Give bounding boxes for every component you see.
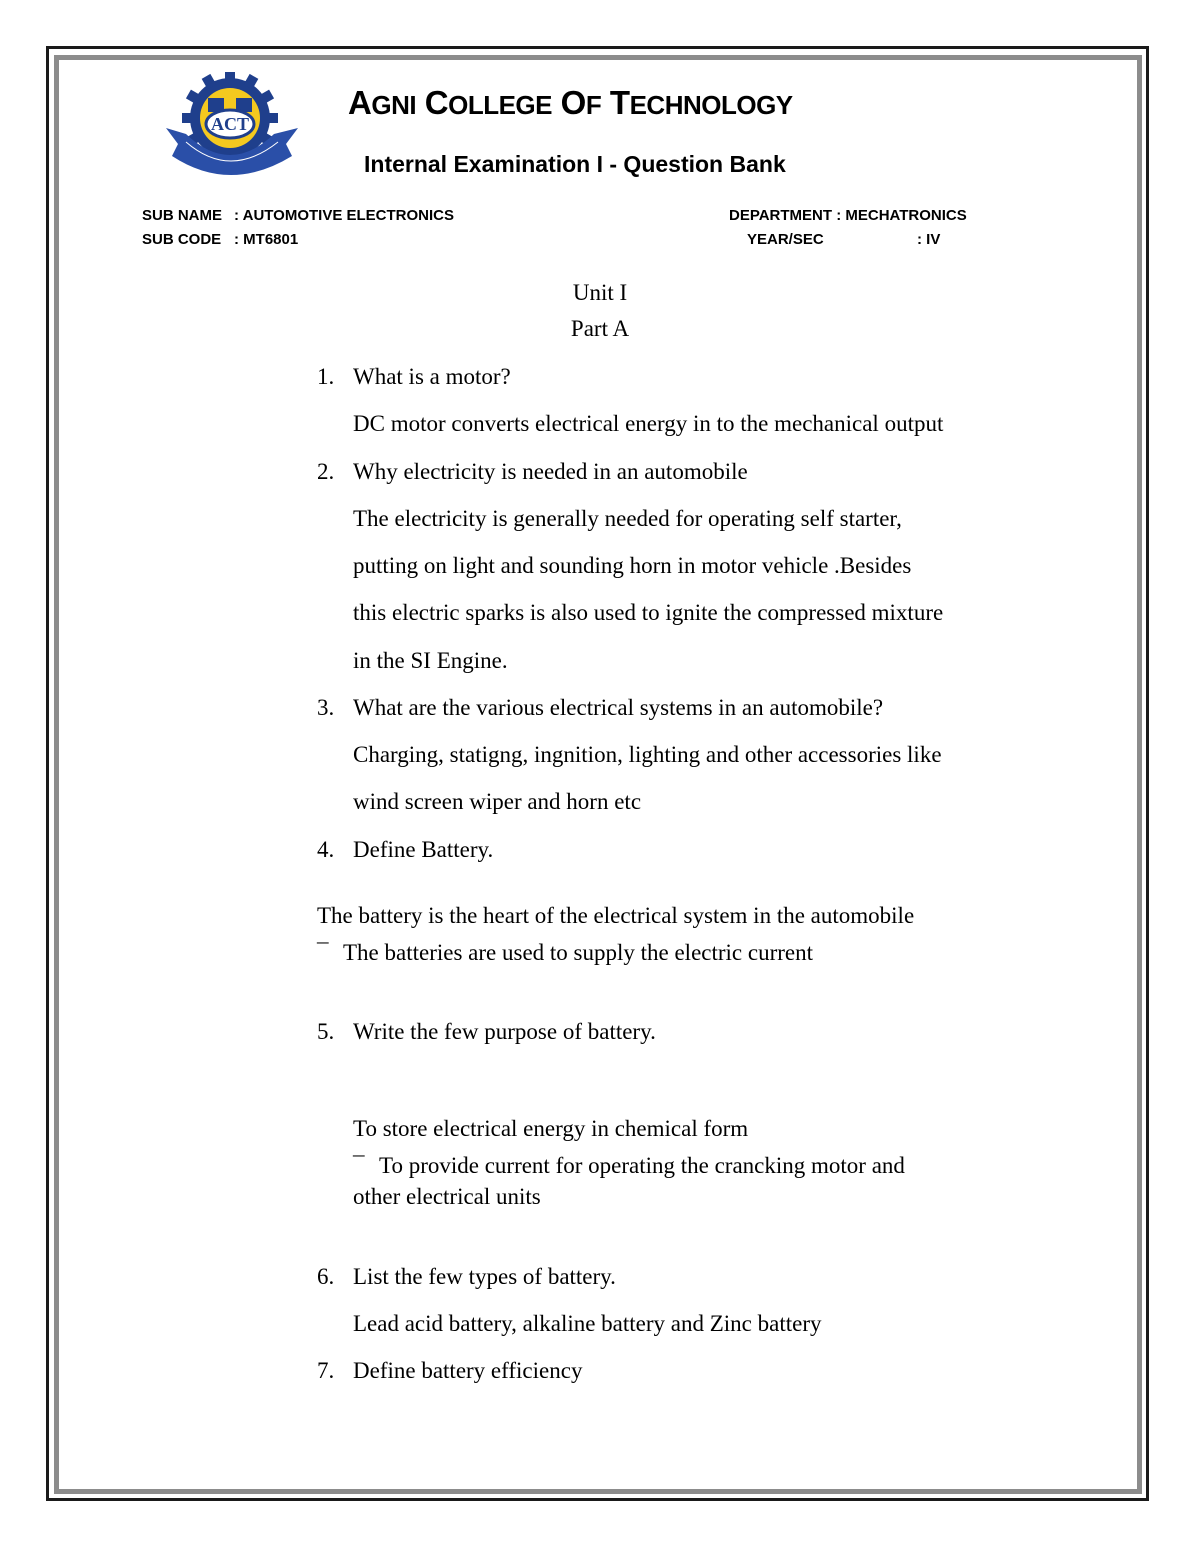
college-logo <box>162 72 302 176</box>
answer-3-line-1: Charging, statigng, ingnition, lighting and other accessories like <box>353 742 942 767</box>
bullet-dash: ¯ <box>353 1153 365 1178</box>
answer-5-line-3: other electrical units <box>353 1184 541 1209</box>
unit-heading: Unit I <box>572 280 628 305</box>
department: DEPARTMENT : MECHATRONICS <box>729 207 967 224</box>
part-heading: Part A <box>570 316 630 341</box>
question-4: 4. Define Battery. <box>317 837 494 862</box>
answer-3-line-2: wind screen wiper and horn etc <box>353 789 642 814</box>
question-1: 1. What is a motor? <box>317 364 511 389</box>
college-name: AGNI COLLEGE OF TECHNOLOGY <box>348 84 793 121</box>
sub-name-value: : AUTOMOTIVE ELECTRONICS <box>234 207 455 224</box>
question-3: 3. What are the various electrical systems in an automobile? <box>317 695 884 720</box>
answer-5-line-2: ¯ To provide current for operating the crancking motor and <box>353 1153 905 1178</box>
sub-code-value: : MT6801 <box>234 231 299 248</box>
answer-4-line-2: ¯ The batteries are used to supply the electric current <box>317 940 814 965</box>
exam-title: Internal Examination I - Question Bank <box>364 151 786 177</box>
answer-2-line-1: The electricity is generally needed for operating self starter, <box>353 506 902 531</box>
sub-name-label: SUB NAME <box>142 207 223 224</box>
year-value: : IV <box>917 231 941 248</box>
bullet-dash: ¯ <box>317 940 329 965</box>
answer-4-line-1: The battery is the heart of the electrical system in the automobile <box>317 903 915 928</box>
question-5: 5. Write the few purpose of battery. <box>317 1019 656 1044</box>
sub-code-label: SUB CODE <box>142 231 222 248</box>
answer-5-line-1: To store electrical energy in chemical form <box>353 1116 749 1141</box>
logo-act-text: ACT <box>210 114 250 134</box>
answer-2-line-2: putting on light and sounding horn in motor vehicle .Besides <box>353 553 912 578</box>
question-7: 7. Define battery efficiency <box>317 1358 583 1383</box>
answer-6-line-1: Lead acid battery, alkaline battery and Zinc battery <box>353 1311 822 1336</box>
question-2: 2. Why electricity is needed in an automobile <box>317 459 748 484</box>
answer-2-line-4: in the SI Engine. <box>353 648 508 673</box>
year-label: YEAR/SEC <box>747 231 824 248</box>
answer-1-line-1: DC motor converts electrical energy in to the mechanical output <box>353 411 944 436</box>
answer-2-line-3: this electric sparks is also used to ignite the compressed mixture <box>353 600 944 625</box>
question-6: 6. List the few types of battery. <box>317 1264 616 1289</box>
